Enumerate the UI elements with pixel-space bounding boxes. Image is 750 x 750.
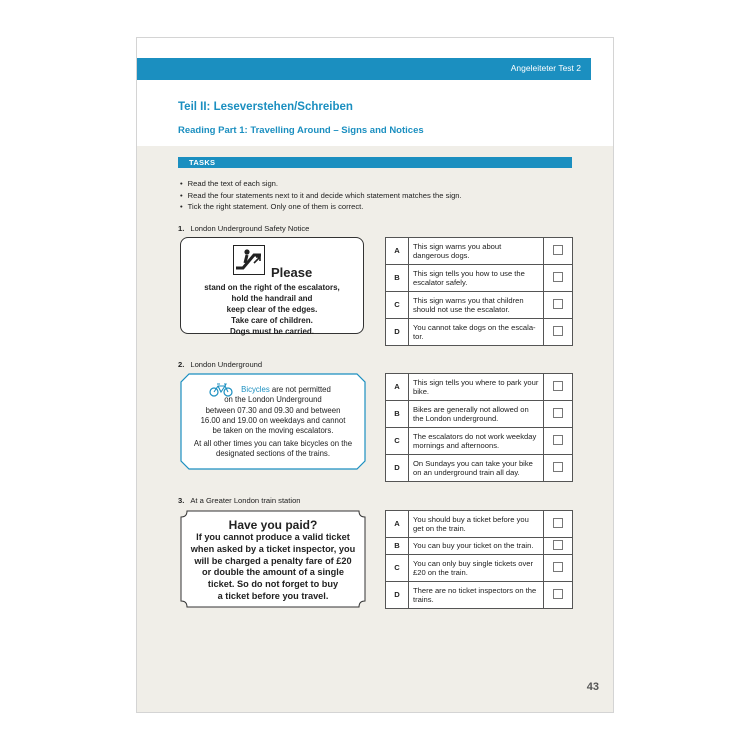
option-row [386,401,573,428]
option-letter: A [386,238,409,265]
option-row [386,511,573,538]
answer-checkbox[interactable] [553,381,563,391]
option-letter: B [386,401,409,428]
question-number: 1. [178,224,185,233]
option-text: This sign warns you about dangerous dogs. [409,238,544,265]
option-letter: D [386,455,409,482]
option-row [386,428,573,455]
option-text: This sign tells you how to use the escalator safely. [409,265,544,292]
page-subtitle: Reading Part 1: Travelling Around – Signs and Notices [178,125,424,136]
task-instructions [180,178,462,213]
option-text: This sign warns you that children should not use the escalator. [409,292,544,319]
answer-checkbox[interactable] [553,245,563,255]
options-table-2 [385,373,573,482]
option-letter: D [386,582,409,609]
question-title: London Underground [190,360,263,369]
options-table-3 [385,510,573,609]
option-text: There are no ticket inspectors on the trains. [409,582,544,609]
answer-checkbox[interactable] [553,540,563,550]
answer-checkbox[interactable] [553,462,563,472]
question-number: 2. [178,360,185,369]
option-letter: B [386,538,409,555]
tasks-bar [178,157,572,168]
option-letter: A [386,511,409,538]
question-2-label [178,360,262,369]
sign-heading: Have you paid? [228,518,318,532]
answer-checkbox[interactable] [553,299,563,309]
instruction-item: • Read the four statements next to it and decide which statement matches the sign. [180,190,462,202]
answer-checkbox[interactable] [553,435,563,445]
option-row [386,319,573,346]
option-text: The escalators do not work weekday mornings and afternoons. [409,428,544,455]
sign-keyword: Bicycles [241,385,270,394]
header-label: Angeleiteter Test 2 [510,63,581,73]
question-title: At a Greater London train station [190,496,301,505]
option-text: Bikes are generally not allowed on the London underground. [409,401,544,428]
answer-checkbox[interactable] [553,326,563,336]
option-text: You cannot take dogs on the escala-tor. [409,319,544,346]
sign-heading: Please [271,265,313,280]
sign-note: At all other times you can take bicycles on the designated sections of the trains. [193,439,353,459]
option-letter: A [386,374,409,401]
option-text: On Sundays you can take your bike on an underground train all day. [409,455,544,482]
option-row [386,238,573,265]
sign-safety-notice [180,237,364,334]
header-bar [137,58,591,80]
instruction-item: • Read the text of each sign. [180,178,462,190]
sign-body: If you cannot produce a valid ticket when asked by a ticket inspector, you will be charged a penalty fare of £20 or double the amount of a single ticket. So do not forget to buy a ticket before you travel. [190,532,356,601]
option-row [386,292,573,319]
answer-checkbox[interactable] [553,408,563,418]
bicycle-icon [209,383,233,397]
answer-checkbox[interactable] [553,518,563,528]
option-text: You can buy your ticket on the train. [409,538,544,555]
page-number: 43 [586,681,599,693]
question-3-label [178,496,301,505]
option-text: This sign tells you where to park your bike. [409,374,544,401]
sign-penalty-fare [180,510,366,608]
option-row [386,582,573,609]
option-letter: C [386,555,409,582]
option-letter: C [386,428,409,455]
question-number: 3. [178,496,185,505]
sign-bicycles [180,373,366,470]
answer-checkbox[interactable] [553,589,563,599]
sign-body: stand on the right of the escalators, hold the handrail and keep clear of the edges. Take care of children. Dogs must be carried. [204,283,340,336]
sign-rule-text: are not permitted on the London Underground between 07.30 and 09.30 and between 16.00 and 19.00 on weekdays and cannot be taken on the moving escalators. [200,385,346,436]
option-letter: D [386,319,409,346]
tasks-label: TASKS [189,158,216,167]
options-table-1 [385,237,573,346]
option-row [386,374,573,401]
question-1-label [178,224,309,233]
option-row [386,555,573,582]
page-title: Teil II: Leseverstehen/Schreiben [178,101,353,113]
option-row [386,538,573,555]
option-row [386,265,573,292]
answer-checkbox[interactable] [553,562,563,572]
instruction-item: • Tick the right statement. Only one of them is correct. [180,201,462,213]
answer-checkbox[interactable] [553,272,563,282]
question-title: London Underground Safety Notice [190,224,310,233]
option-text: You should buy a ticket before you get on the train. [409,511,544,538]
escalator-icon [233,245,265,275]
workbook-page [136,37,614,713]
option-text: You can only buy single tickets over £20 on the train. [409,555,544,582]
option-row [386,455,573,482]
option-letter: B [386,265,409,292]
option-letter: C [386,292,409,319]
